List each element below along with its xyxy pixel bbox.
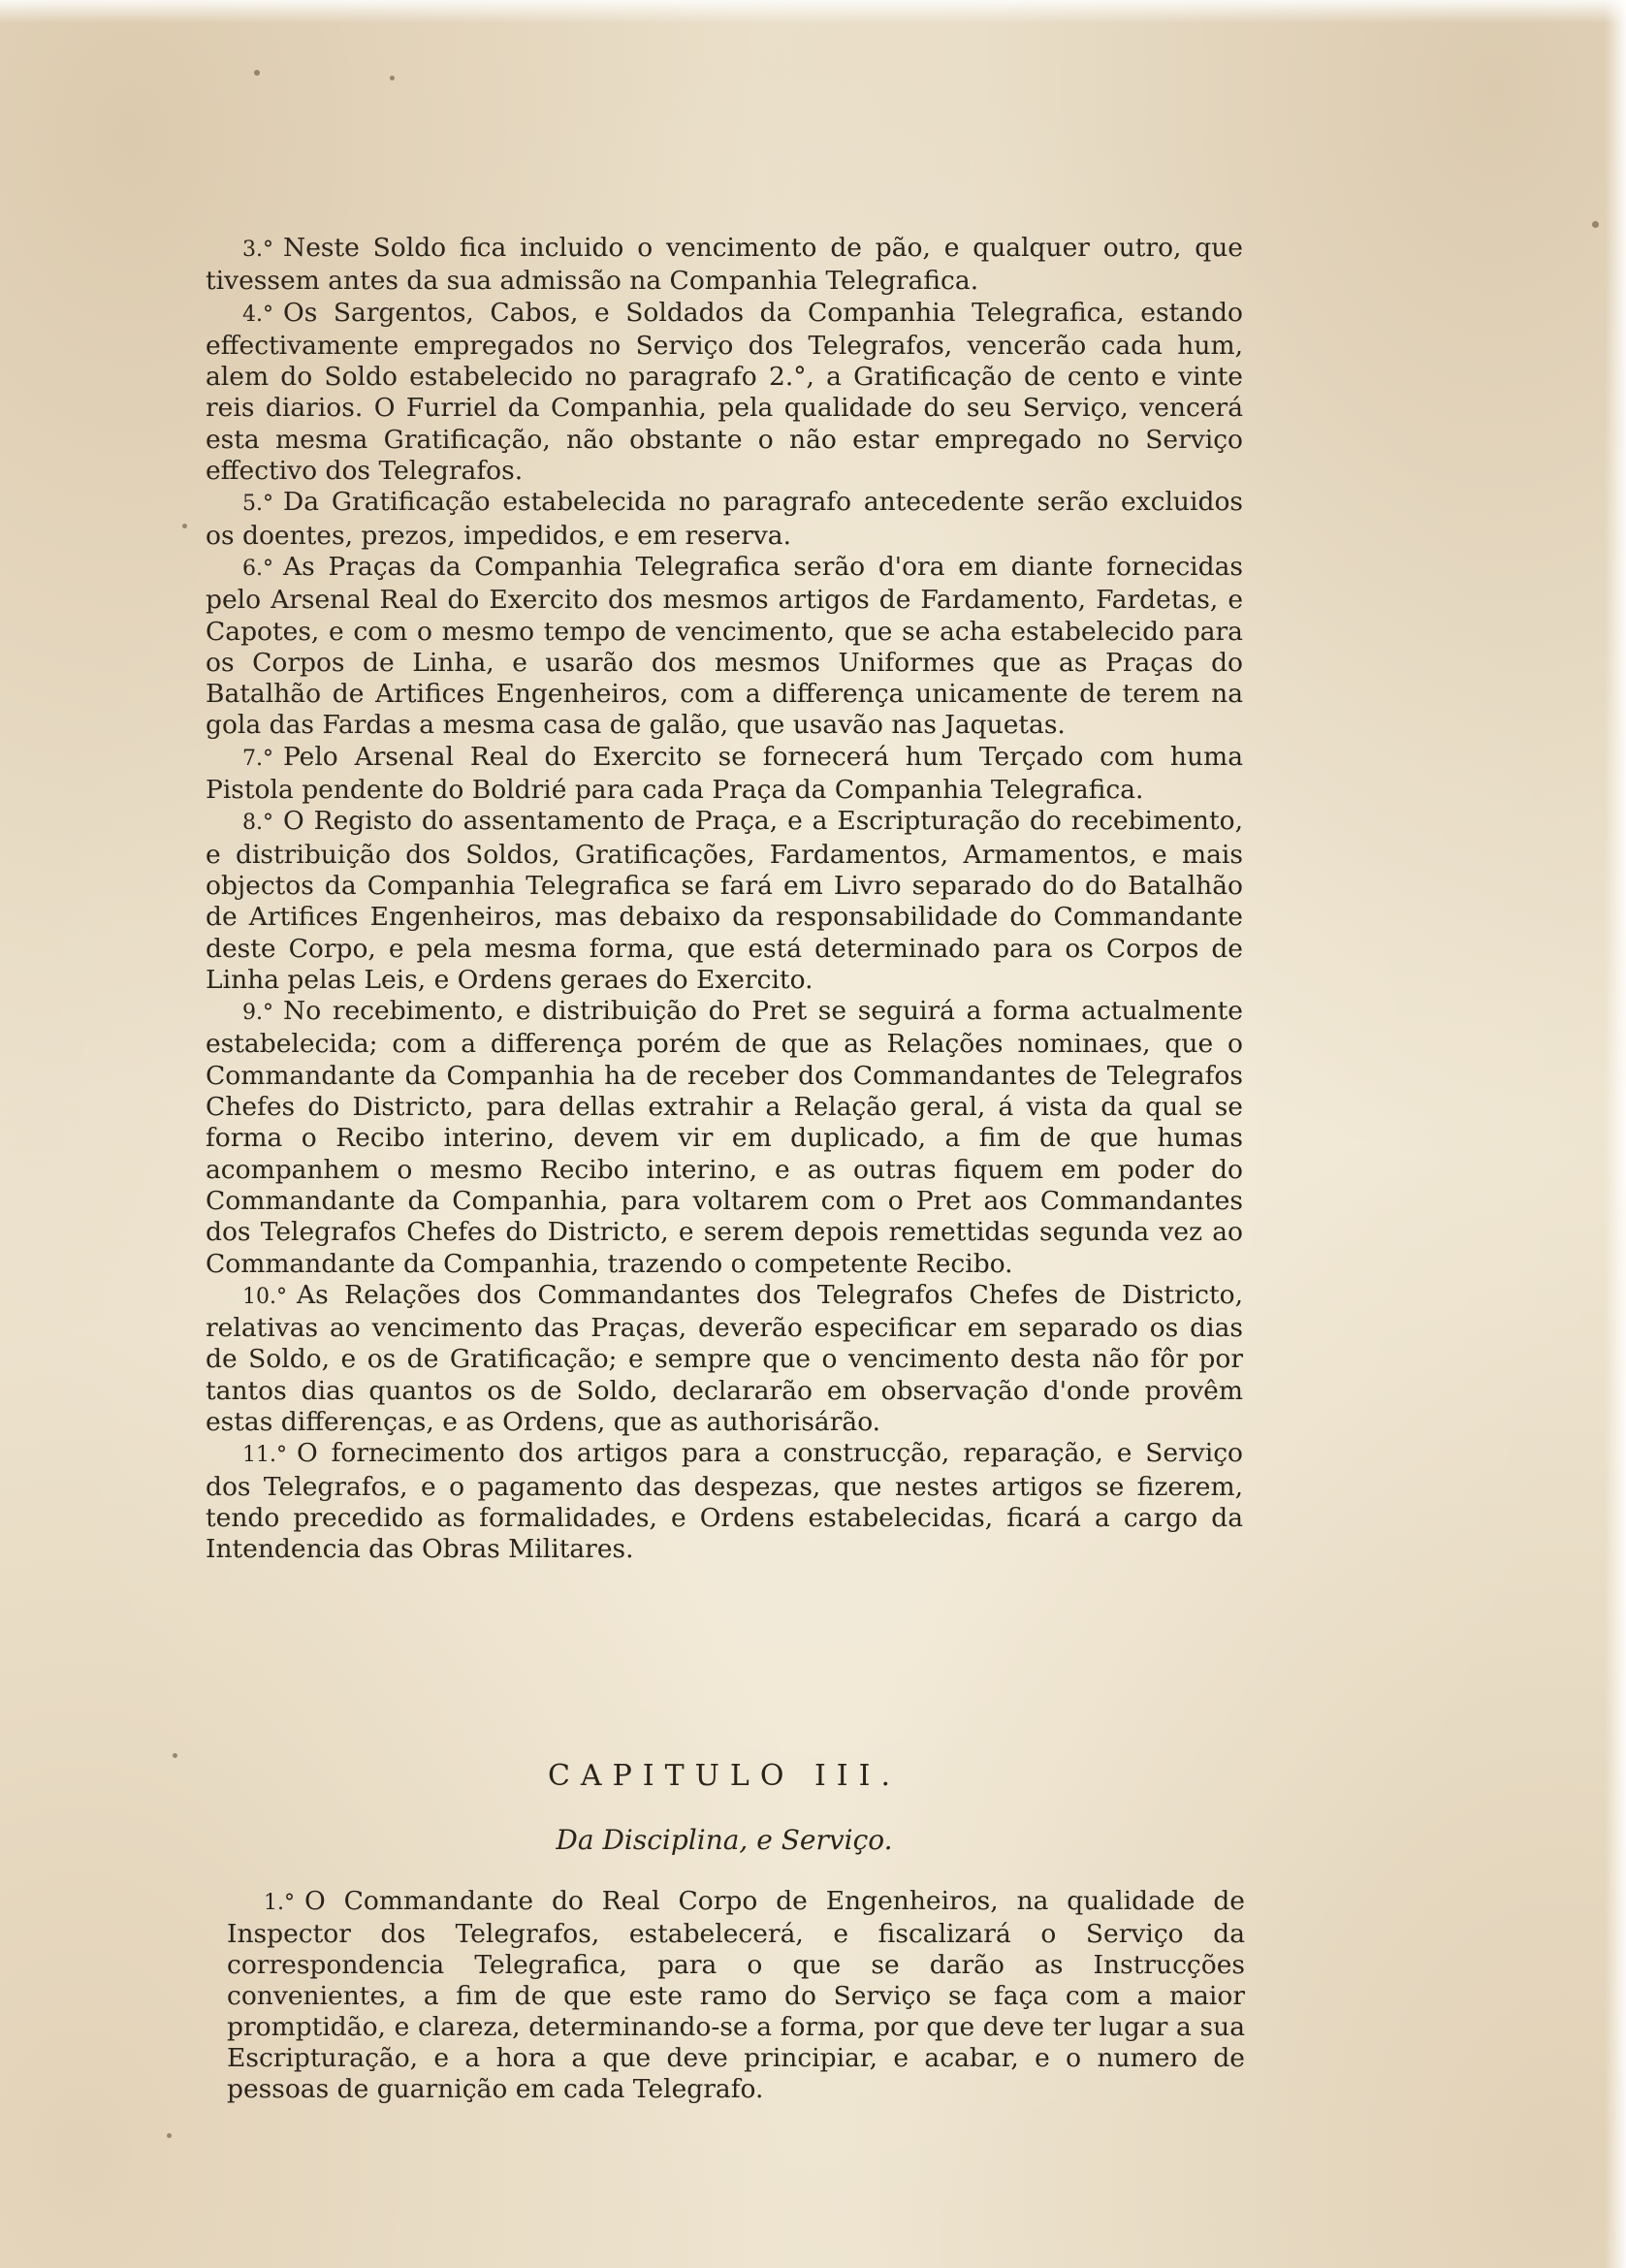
paragraph-5 xyxy=(206,487,1243,552)
paragraph-number: 8.° xyxy=(242,811,273,836)
paragraph-text: Pelo Arsenal Real do Exercito se fornecerá hum Terçado com huma Pistola pendente do Boldrié para cada Praça da Companhia Telegrafica. xyxy=(206,741,1243,806)
paragraph-number: 7.° xyxy=(242,746,273,771)
ink-speck xyxy=(182,524,187,528)
paragraph-text: As Praças da Companhia Telegrafica serão d'ora em diante fornecidas pelo Arsenal Real do Exercito dos mesmos artigos de Fardamento, Fardetas, e Capotes, e com o mesmo tempo de vencimento, que se acha estabelecido para os Corpos de Linha, e usarão dos mesmos Uniformes que as Praças do Batalhão de Artifices Engenheiros, com a differença unicamente de terem na gola das Fardas a mesma casa de galão, que usavão nas Jaquetas. xyxy=(206,551,1243,741)
ink-speck xyxy=(390,76,395,80)
paragraph-text: O Registo do assentamento de Praça, e a Escripturação do recebimento, e distribuição dos Soldos, Gratificações, Fardamentos, Armamentos, e mais objectos da Companhia Telegrafica se fará em Livro separado do do Batalhão de Artifices Engenheiros, mas debaixo da responsabilidade do Commandante deste Corpo, e pela mesma forma, que está determinado para os Corpos de Linha pelas Leis, e Ordens geraes do Exercito. xyxy=(206,806,1243,995)
paragraph-text: Os Sargentos, Cabos, e Soldados da Companhia Telegrafica, estando effectivamente empregados no Serviço dos Telegrafos, vencerão cada hum, alem do Soldo estabelecido no paragrafo 2.°, a Gratificação de cento e vinte reis diarios. O Furriel da Companhia, pela qualidade do seu Serviço, vencerá esta mesma Gratificação, não obstante o não estar empregado no Serviço effectivo dos Telegrafos. xyxy=(206,297,1243,487)
ink-speck xyxy=(167,2133,172,2138)
paragraph-8 xyxy=(206,806,1243,996)
paragraph-6 xyxy=(206,552,1243,742)
paragraph-text: Da Gratificação estabelecida no paragrafo antecedente serão excluidos os doentes, prezos, impedidos, e em reserva. xyxy=(206,487,1243,551)
chapter-title: CAPITULO III. xyxy=(547,1759,902,1793)
ink-speck xyxy=(173,1753,177,1758)
paragraph-3 xyxy=(206,233,1243,298)
paragraph-text: As Relações dos Commandantes dos Telegrafos Chefes de Districto, relativas ao vencimento das Praças, deverão especificar em separado os dias de Soldo, e os de Gratificação; e sempre que o vencimento desta não fôr por tantos dias quantos os de Soldo, declararão em observação d'onde provêm estas differenças, e as Ordens, que as authorisárão. xyxy=(206,1279,1243,1437)
paragraph-number: 11.° xyxy=(242,1443,287,1468)
paragraph-number: 3.° xyxy=(242,238,273,262)
ink-speck xyxy=(1592,221,1599,228)
paragraph-10 xyxy=(206,1280,1243,1438)
paragraph-11 xyxy=(206,1438,1243,1565)
torn-right-edge xyxy=(1605,0,1626,2268)
body-text xyxy=(206,233,1243,1565)
chapter-subtitle: Da Disciplina, e Serviço. xyxy=(556,1824,893,1856)
chapter-paragraph-1 xyxy=(227,1886,1245,2105)
paragraph-7 xyxy=(206,742,1243,807)
paragraph-number: 9.° xyxy=(242,1001,273,1026)
paragraph-text: O fornecimento dos artigos para a construcção, reparação, e Serviço dos Telegrafos, e o pagamento das despezas, que nestes artigos se fizerem, tendo precedido as formalidades, e Ordens estabelecidas, ficará a cargo da Intendencia das Obras Militares. xyxy=(206,1438,1243,1565)
paragraph-9 xyxy=(206,996,1243,1280)
paragraph-number: 5.° xyxy=(242,492,273,517)
paragraph-text: No recebimento, e distribuição do Pret se seguirá a forma actualmente estabelecida; com a differença porém de que as Relações nominaes, que o Commandante da Companhia ha de receber dos Commandantes de Telegrafos Chefes do Districto, para dellas extrahir a Relação geral, á vista da qual se forma o Recibo interino, devem vir em duplicado, a fim de que humas acompanhem o mesmo Recibo interino, e as outras fiquem em poder do Commandante da Companhia, para voltarem com o Pret aos Commandantes dos Telegrafos Chefes do Districto, e serem depois remettidas segunda vez ao Commandante da Companhia, trazendo o competente Recibo. xyxy=(206,996,1243,1279)
paragraph-text: O Commandante do Real Corpo de Engenheiros, na qualidade de Inspector dos Telegrafos, estabelecerá, e fiscalizará o Serviço da correspondencia Telegrafica, para o que se darão as Instrucções convenientes, a fim de que este ramo do Serviço se faça com a maior promptidão, e clareza, determinando-se a forma, por que deve ter lugar a sua Escripturação, e a hora a que deve principiar, e acabar, e o numero de pessoas de guarnição em cada Telegrafo. xyxy=(227,1886,1245,2104)
ink-speck xyxy=(254,70,260,76)
paragraph-number: 4.° xyxy=(242,302,273,327)
paragraph-number: 6.° xyxy=(242,556,273,581)
paragraph-4 xyxy=(206,298,1243,488)
paragraph-number: 1.° xyxy=(264,1891,295,1915)
paragraph-number: 10.° xyxy=(242,1284,287,1309)
chapter-body-text xyxy=(227,1886,1245,2105)
torn-top-edge xyxy=(0,0,1626,23)
paragraph-text: Neste Soldo fica incluido o vencimento de pão, e qualquer outro, que tivessem antes da sua admissão na Companhia Telegrafica. xyxy=(206,233,1243,297)
